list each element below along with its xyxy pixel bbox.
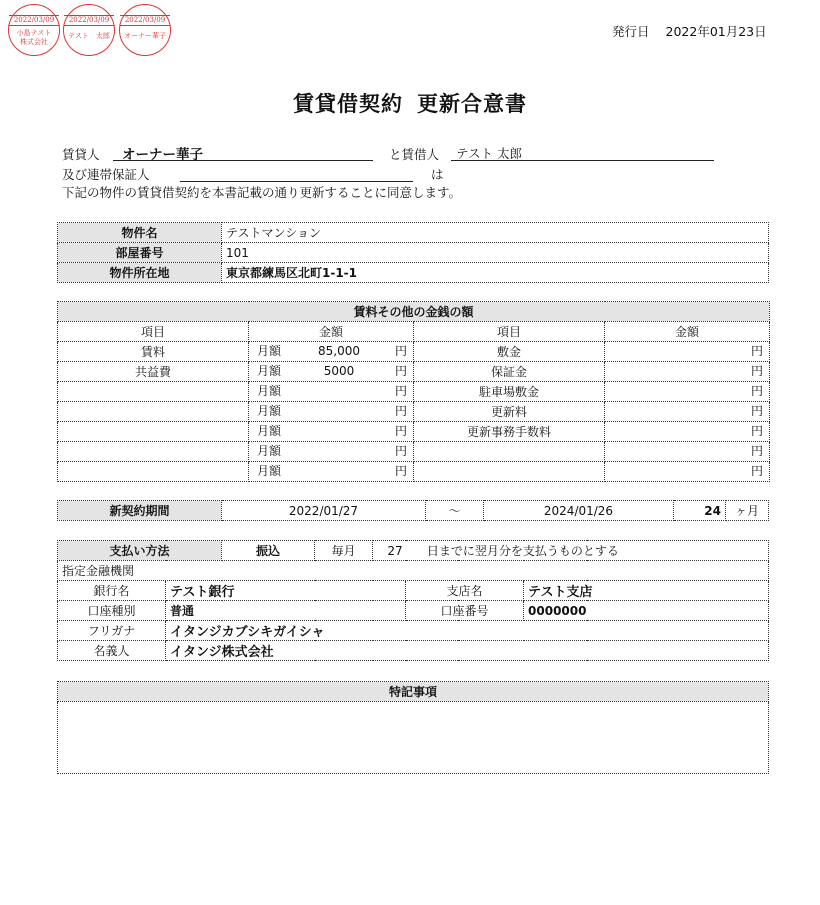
payment-due [373, 541, 769, 561]
right-amount-cell [605, 342, 770, 362]
yen-label: 円 [394, 404, 407, 418]
account-kana: イタンジカブシキガイシャ [166, 621, 769, 641]
stamp-date: 2022/03/09 [9, 15, 59, 26]
table-row [58, 223, 769, 243]
particle-wa: は [431, 167, 444, 182]
left-amount-cell [249, 442, 414, 462]
left-amount-cell [249, 342, 414, 362]
property-address: 東京都練馬区北町1-1-1 [222, 263, 769, 283]
left-amount [307, 422, 371, 441]
right-item [414, 462, 605, 482]
money-row [58, 382, 770, 402]
table-row [58, 702, 769, 774]
lessee-name: テスト 太郎 [456, 146, 522, 161]
money-table-title: 賃料その他の金銭の額 [58, 302, 770, 322]
special-notes-title: 特記事項 [58, 682, 769, 702]
left-amount [307, 462, 371, 481]
right-amount-cell [605, 462, 770, 482]
lessee-underline [451, 160, 714, 161]
table-row [58, 621, 769, 641]
right-item: 更新料 [414, 402, 605, 422]
money-row [58, 442, 770, 462]
right-item [414, 442, 605, 462]
right-item: 更新事務手数料 [414, 422, 605, 442]
left-amount [307, 402, 371, 421]
kana-label: フリガナ [58, 621, 166, 641]
payment-text: 日までに翌月分を支払うものとする [426, 544, 619, 558]
table-row [58, 263, 769, 283]
address-label: 物件所在地 [58, 263, 222, 283]
approval-stamp [8, 4, 60, 56]
table-row [58, 641, 769, 661]
period-end: 2024/01/26 [484, 501, 674, 521]
left-item [58, 422, 249, 442]
table-row [58, 243, 769, 263]
issue-date-label: 発行日 [612, 24, 650, 39]
lessor-name: オーナー華子 [122, 147, 203, 163]
yen-label: 円 [751, 364, 764, 378]
stamp-date: 2022/03/09 [120, 15, 170, 26]
left-amount-cell [249, 462, 414, 482]
lessee-label: と賃借人 [389, 147, 440, 162]
money-table [57, 301, 770, 482]
payment-table [57, 540, 769, 661]
payment-day: 27 [387, 544, 403, 558]
yen-label: 円 [394, 384, 407, 398]
account-number-label: 口座番号 [406, 601, 524, 621]
left-item: 賃料 [58, 342, 249, 362]
yen-label: 円 [751, 384, 764, 398]
issue-date-value: 2022年01月23日 [665, 24, 767, 39]
account-type: 普通 [166, 601, 406, 621]
money-row [58, 342, 770, 362]
stamp-name: 株式会社 [20, 38, 48, 46]
property-table [57, 222, 769, 283]
approval-stamp [63, 4, 115, 56]
title-sub: 更新合意書 [417, 92, 527, 116]
contract-period-table [57, 500, 769, 521]
bank-section-label: 指定金融機関 [58, 561, 769, 581]
right-amount-cell [605, 442, 770, 462]
right-item: 敷金 [414, 342, 605, 362]
left-amount-cell [249, 382, 414, 402]
lessor-underline [113, 160, 373, 161]
payment-method: 振込 [222, 541, 315, 561]
table-row [58, 682, 769, 702]
special-notes-table [57, 681, 769, 774]
left-amount-cell [249, 402, 414, 422]
period-start: 2022/01/27 [222, 501, 426, 521]
left-amount: 85,000 [318, 344, 360, 358]
left-item [58, 462, 249, 482]
right-item: 保証金 [414, 362, 605, 382]
period-label: 新契約期間 [58, 501, 222, 521]
room-number-label: 部屋番号 [58, 243, 222, 263]
left-item [58, 402, 249, 422]
yen-label: 円 [751, 444, 764, 458]
yen-label: 円 [751, 404, 764, 418]
title-main: 賃貸借契約 [293, 92, 403, 116]
yen-label: 円 [394, 464, 407, 478]
table-row [58, 601, 769, 621]
approval-stamp [119, 4, 171, 56]
payment-method-label: 支払い方法 [58, 541, 222, 561]
left-item: 共益費 [58, 362, 249, 382]
table-row [58, 302, 770, 322]
property-name: テストマンション [222, 223, 769, 243]
monthly-label: 月額 [257, 424, 282, 438]
period-unit: ヶ月 [726, 501, 769, 521]
table-row [58, 561, 769, 581]
table-header-row [58, 322, 770, 342]
holder-label: 名義人 [58, 641, 166, 661]
column-header: 項目 [414, 322, 605, 342]
monthly-label: 月額 [257, 464, 282, 478]
left-item [58, 382, 249, 402]
column-header: 金額 [249, 322, 414, 342]
guarantor-label: 及び連帯保証人 [62, 167, 150, 182]
yen-label: 円 [394, 344, 407, 358]
issue-date [612, 22, 767, 40]
monthly-label: 月額 [257, 444, 282, 458]
column-header: 金額 [605, 322, 770, 342]
left-amount-cell [249, 422, 414, 442]
left-amount [307, 442, 371, 461]
right-amount-cell [605, 422, 770, 442]
yen-label: 円 [751, 344, 764, 358]
stamp-date: 2022/03/09 [64, 15, 114, 26]
money-row [58, 422, 770, 442]
column-header: 項目 [58, 322, 249, 342]
right-amount-cell [605, 362, 770, 382]
lessor-label: 賃貸人 [62, 147, 100, 162]
monthly-label: 月額 [257, 364, 282, 378]
monthly-label: 月額 [257, 404, 282, 418]
left-item [58, 442, 249, 462]
page-title [0, 88, 820, 118]
table-row [58, 501, 769, 521]
money-row [58, 402, 770, 422]
agreement-text: 下記の物件の賃貸借契約を本書記載の通り更新することに同意します。 [62, 185, 462, 200]
right-amount-cell [605, 402, 770, 422]
right-amount-cell [605, 382, 770, 402]
right-item: 駐車場敷金 [414, 382, 605, 402]
yen-label: 円 [394, 424, 407, 438]
period-months: 24 [674, 501, 726, 521]
table-row [58, 541, 769, 561]
table-row [58, 581, 769, 601]
stamp-name: 小島テスト [16, 29, 52, 37]
left-amount: 5000 [323, 364, 355, 378]
yen-label: 円 [394, 364, 407, 378]
monthly-label: 月額 [257, 344, 282, 358]
stamp-name: テスト 太郎 [68, 32, 110, 40]
monthly-label: 月額 [257, 384, 282, 398]
account-holder: イタンジ株式会社 [166, 641, 769, 661]
left-amount-cell [249, 362, 414, 382]
branch-name: テスト支店 [524, 581, 769, 601]
guarantor-underline [180, 181, 413, 182]
account-type-label: 口座種別 [58, 601, 166, 621]
money-row [58, 362, 770, 382]
property-name-label: 物件名 [58, 223, 222, 243]
branch-label: 支店名 [406, 581, 524, 601]
left-amount [307, 382, 371, 401]
special-notes-body [58, 702, 769, 774]
yen-label: 円 [751, 464, 764, 478]
bank-label: 銀行名 [58, 581, 166, 601]
payment-every: 毎月 [315, 541, 373, 561]
yen-label: 円 [751, 424, 764, 438]
stamp-name: オーナー華子 [124, 32, 166, 40]
period-tilde: ～ [426, 501, 484, 521]
money-row [58, 462, 770, 482]
bank-name: テスト銀行 [166, 581, 406, 601]
room-number: 101 [222, 243, 769, 263]
account-number: 0000000 [524, 601, 769, 621]
yen-label: 円 [394, 444, 407, 458]
